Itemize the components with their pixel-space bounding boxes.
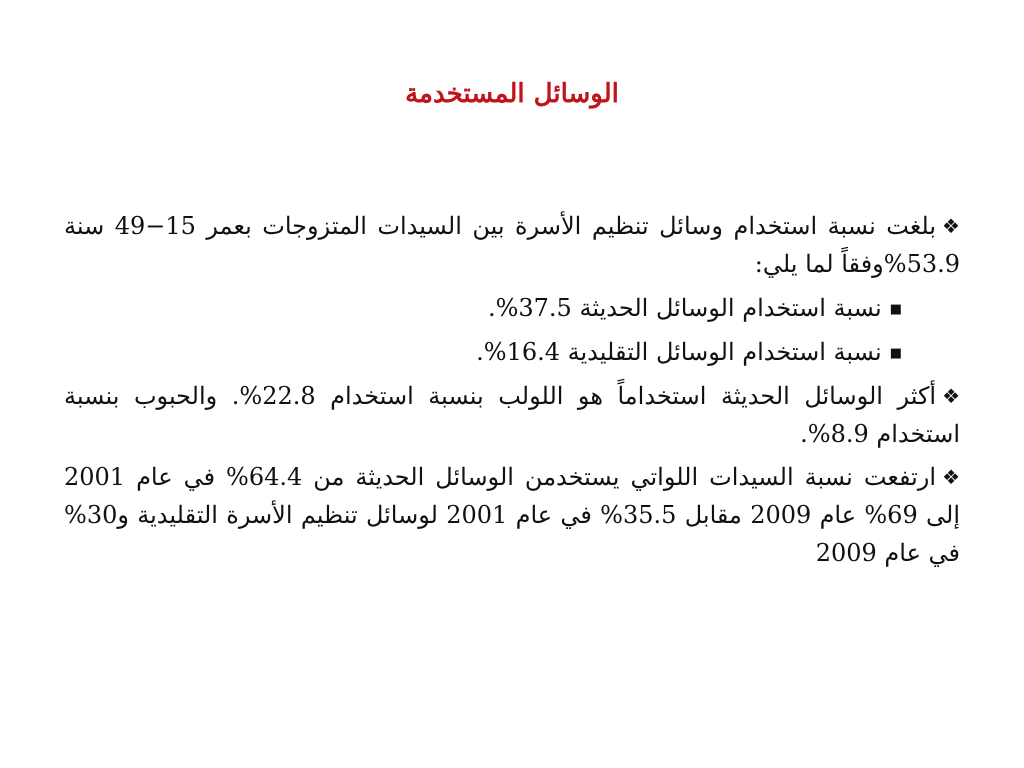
sub-bullet-traditional-methods <box>64 334 960 372</box>
four-diamond-bullet-icon: ❖ <box>942 465 960 490</box>
bullet-trend-2001-2009 <box>64 459 960 573</box>
slide-title: الوسائل المستخدمة <box>405 79 619 109</box>
bullet-text: ارتفعت نسبة السيدات اللواتي يستخدمن الوسائل الحديثة من 64.4% في عام 2001 إلى 69% عام 2009 مقابل 35.5% في عام 2001 لوسائل تنظيم الأسرة التقليدية و30% في عام 2009 <box>64 463 961 568</box>
square-bullet-icon: ■ <box>889 345 902 361</box>
sub-bullet-text: نسبة استخدام الوسائل التقليدية 16.4%. <box>476 337 882 366</box>
four-diamond-bullet-icon: ❖ <box>942 214 960 238</box>
square-bullet-icon: ■ <box>889 301 902 317</box>
four-diamond-bullet-icon: ❖ <box>942 383 960 408</box>
bullet-family-planning-rate <box>64 208 960 284</box>
bullet-text: بلغت نسبة استخدام وسائل تنظيم الأسرة بين السيدات المتزوجات بعمر 15−49 سنة 53.9%وفقاً لما يلي: <box>64 212 960 278</box>
bullet-text: أكثر الوسائل الحديثة استخداماً هو اللولب بنسبة استخدام 22.8%. والحبوب بنسبة استخدام 8.9%. <box>64 381 960 448</box>
bullet-most-used-methods <box>64 378 960 454</box>
slide-content <box>64 208 960 579</box>
sub-bullet-text: نسبة استخدام الوسائل الحديثة 37.5%. <box>487 293 882 322</box>
sub-bullet-modern-methods <box>64 290 960 328</box>
